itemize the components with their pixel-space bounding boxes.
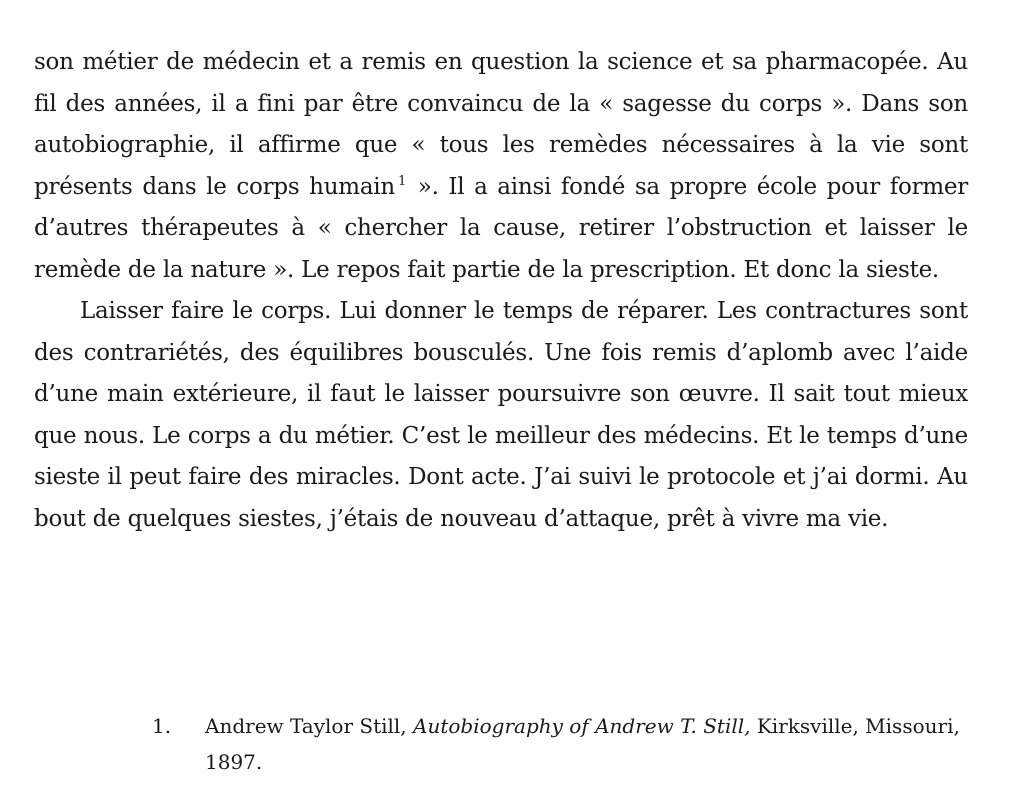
footnote-reference[interactable]: 1: [397, 173, 406, 189]
paragraph-1-text-b: ». Il a ainsi fondé sa propre école pour former d’autres thérapeutes à « chercher la cause, retirer l’obstruction et laisser le remède de la nature ». Le repos fait partie de la prescription. Et donc la sieste.: [34, 173, 969, 283]
footnote: [152, 708, 968, 780]
footnote-author: Andrew Taylor Still,: [205, 714, 414, 738]
paragraph-1: [34, 42, 968, 291]
page-body: [34, 42, 968, 540]
footnote-rest: Kirksville, Missouri, 1897.: [205, 714, 960, 774]
footnote-text: [205, 708, 968, 780]
paragraph-1-text-a: son métier de médecin et a remis en question la science et sa pharmacopée. Au fil des années, il a fini par être convaincu de la « sagesse du corps ». Dans son autobiographie, il affirme que « tous les remèdes nécessaires à la vie sont présents dans le corps humain: [34, 49, 968, 200]
paragraph-2: Laisser faire le corps. Lui donner le temps de réparer. Les contractures sont des contrariétés, des équilibres bousculés. Une fois remis d’aplomb avec l’aide d’une main extérieure, il faut le laisser poursuivre son œuvre. Il sait tout mieux que nous. Le corps a du métier. C’est le meilleur des médecins. Et le temps d’une sieste il peut faire des miracles. Dont acte. J’ai suivi le protocole et j’ai dormi. Au bout de quelques siestes, j’étais de nouveau d’attaque, prêt à vivre ma vie.: [34, 298, 968, 532]
footnote-number: 1.: [152, 714, 172, 738]
footnote-book-title: Autobiography of Andrew T. Still,: [413, 714, 751, 738]
